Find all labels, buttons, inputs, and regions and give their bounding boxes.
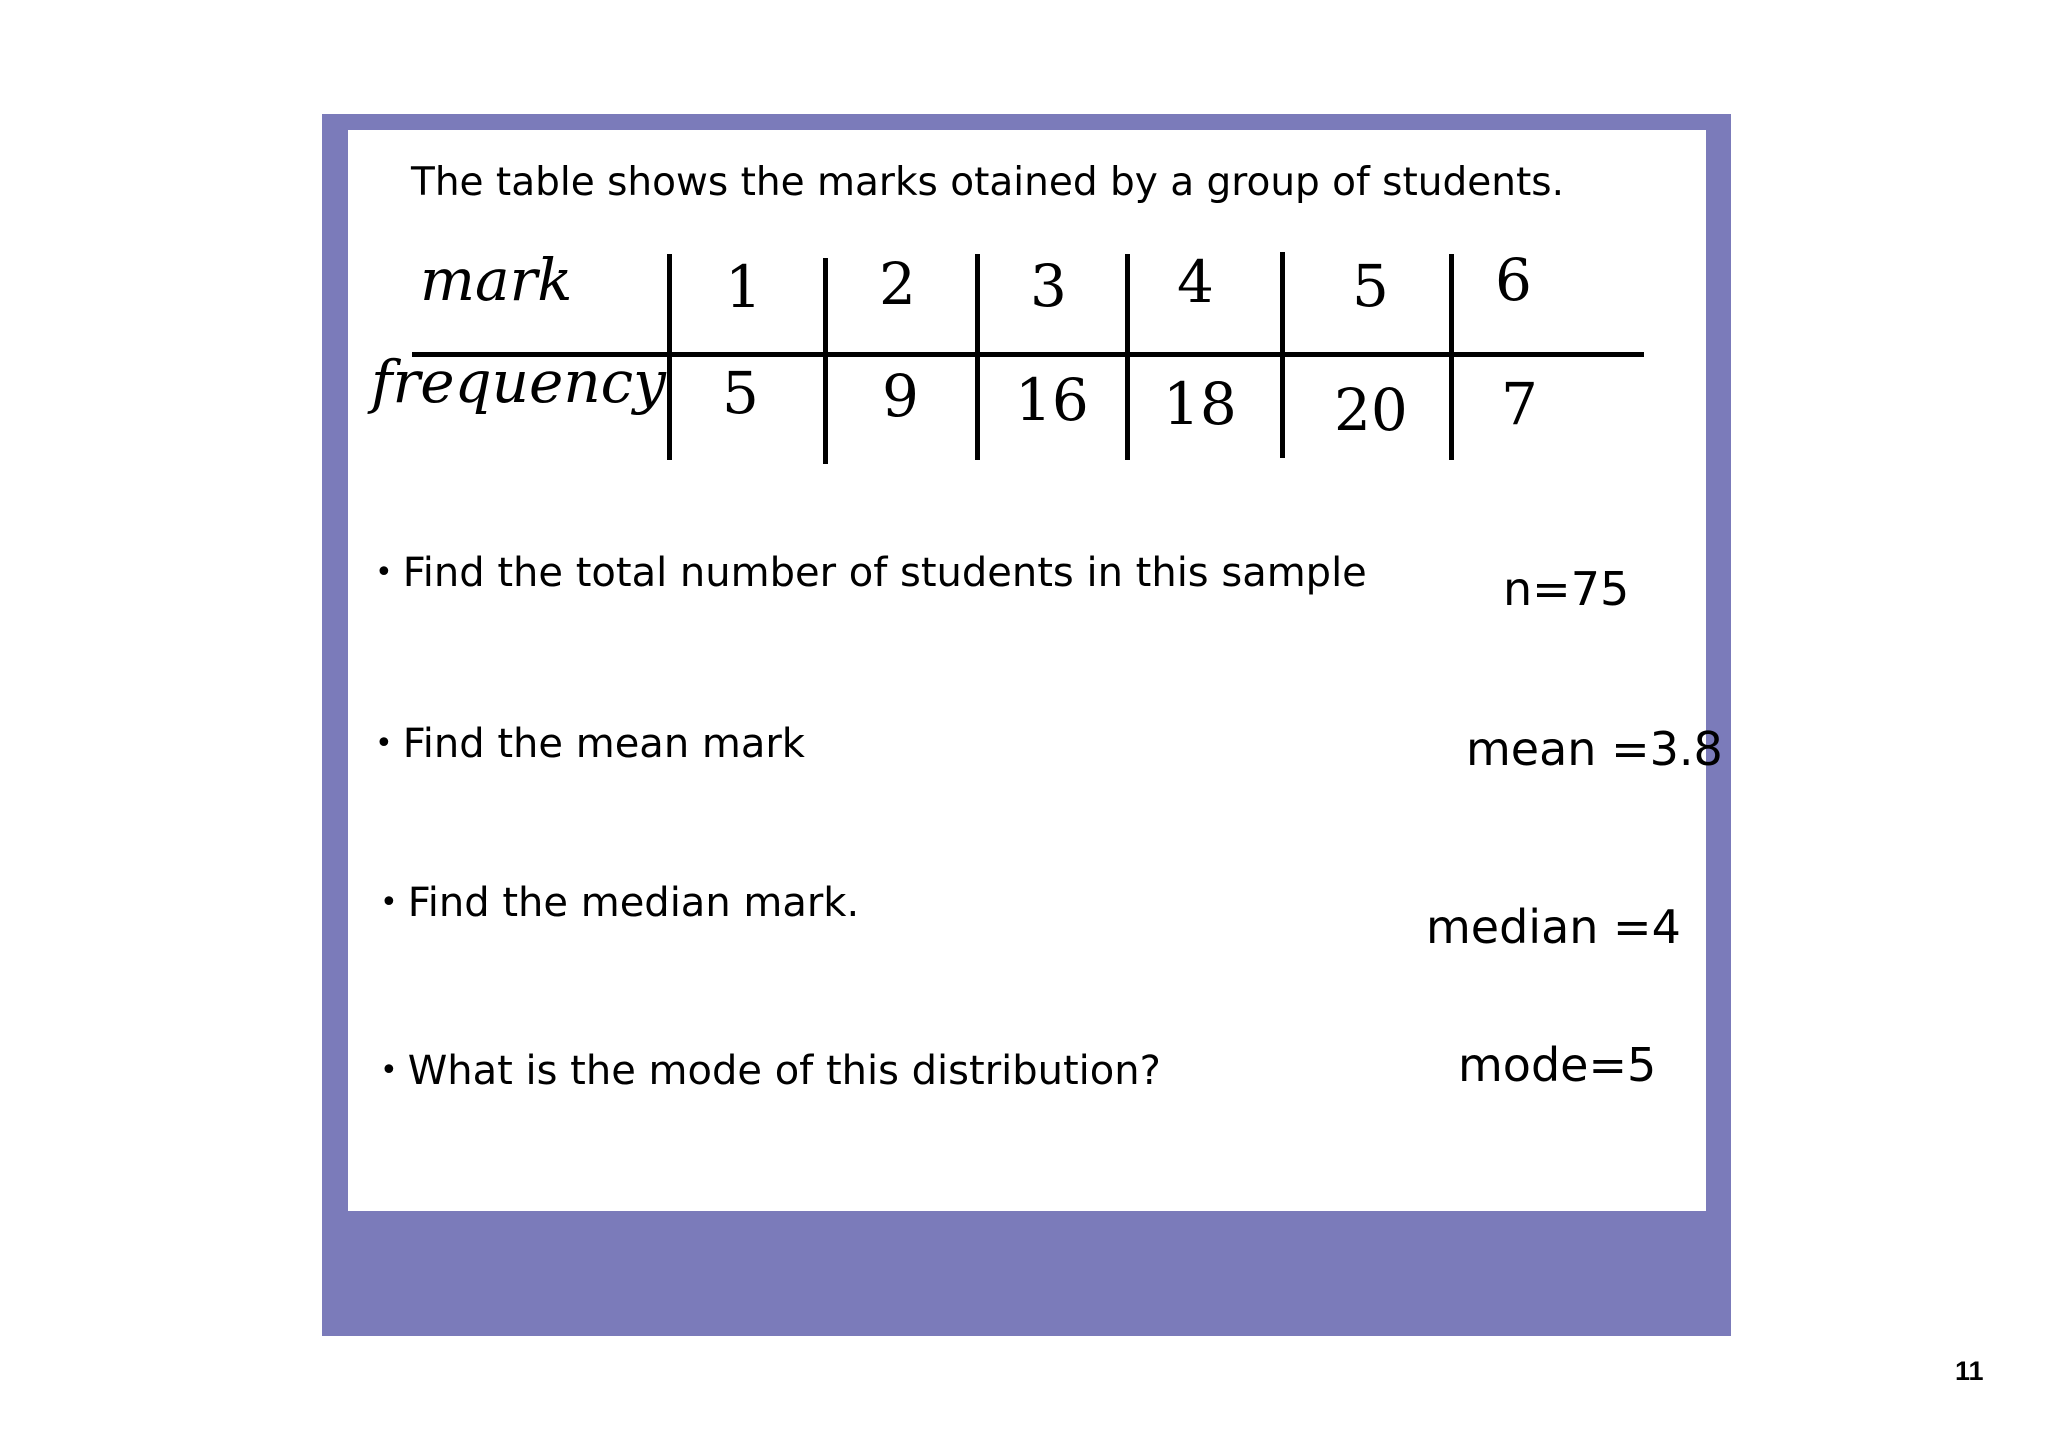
frequency-value: 20 bbox=[1334, 376, 1408, 444]
table-divider bbox=[1280, 252, 1285, 458]
question-text: Find the median mark. bbox=[407, 880, 860, 926]
row-label-frequency: frequency bbox=[371, 348, 666, 416]
bullet-icon: • bbox=[380, 885, 398, 920]
mark-value: 3 bbox=[1030, 252, 1067, 320]
intro-text: The table shows the marks otained by a group of students. bbox=[411, 160, 1564, 205]
question-mode bbox=[380, 1048, 1161, 1094]
table-divider bbox=[1449, 254, 1454, 460]
answer-mode: mode=5 bbox=[1458, 1038, 1657, 1092]
page-number: 11 bbox=[1955, 1356, 1984, 1386]
row-label-mark: mark bbox=[420, 246, 573, 314]
mark-value: 2 bbox=[879, 250, 916, 318]
bullet-icon: • bbox=[380, 1053, 398, 1088]
frequency-value: 16 bbox=[1015, 366, 1089, 434]
mark-value: 1 bbox=[725, 253, 762, 321]
bullet-icon: • bbox=[375, 726, 393, 761]
question-mean bbox=[375, 721, 805, 767]
question-text: Find the mean mark bbox=[402, 721, 805, 767]
table-divider bbox=[1125, 254, 1130, 460]
mark-value: 5 bbox=[1352, 252, 1389, 320]
table-divider bbox=[823, 258, 828, 464]
answer-total: n=75 bbox=[1503, 562, 1630, 616]
slide-panel bbox=[348, 130, 1723, 1211]
question-median bbox=[380, 880, 859, 926]
question-text: Find the total number of students in this sample bbox=[402, 550, 1367, 596]
question-text: What is the mode of this distribution? bbox=[407, 1048, 1161, 1094]
frequency-value: 7 bbox=[1501, 370, 1538, 438]
mark-value: 4 bbox=[1177, 248, 1214, 316]
slide-frame bbox=[322, 114, 1731, 1336]
frequency-value: 9 bbox=[882, 362, 919, 430]
question-total bbox=[375, 550, 1367, 596]
frequency-value: 18 bbox=[1163, 370, 1237, 438]
answer-median: median =4 bbox=[1426, 900, 1681, 954]
table-divider bbox=[975, 254, 980, 460]
frequency-value: 5 bbox=[722, 359, 759, 427]
mark-value: 6 bbox=[1495, 246, 1532, 314]
answer-mean: mean =3.8 bbox=[1466, 722, 1723, 776]
table-divider bbox=[667, 254, 672, 460]
bullet-icon: • bbox=[375, 555, 393, 590]
